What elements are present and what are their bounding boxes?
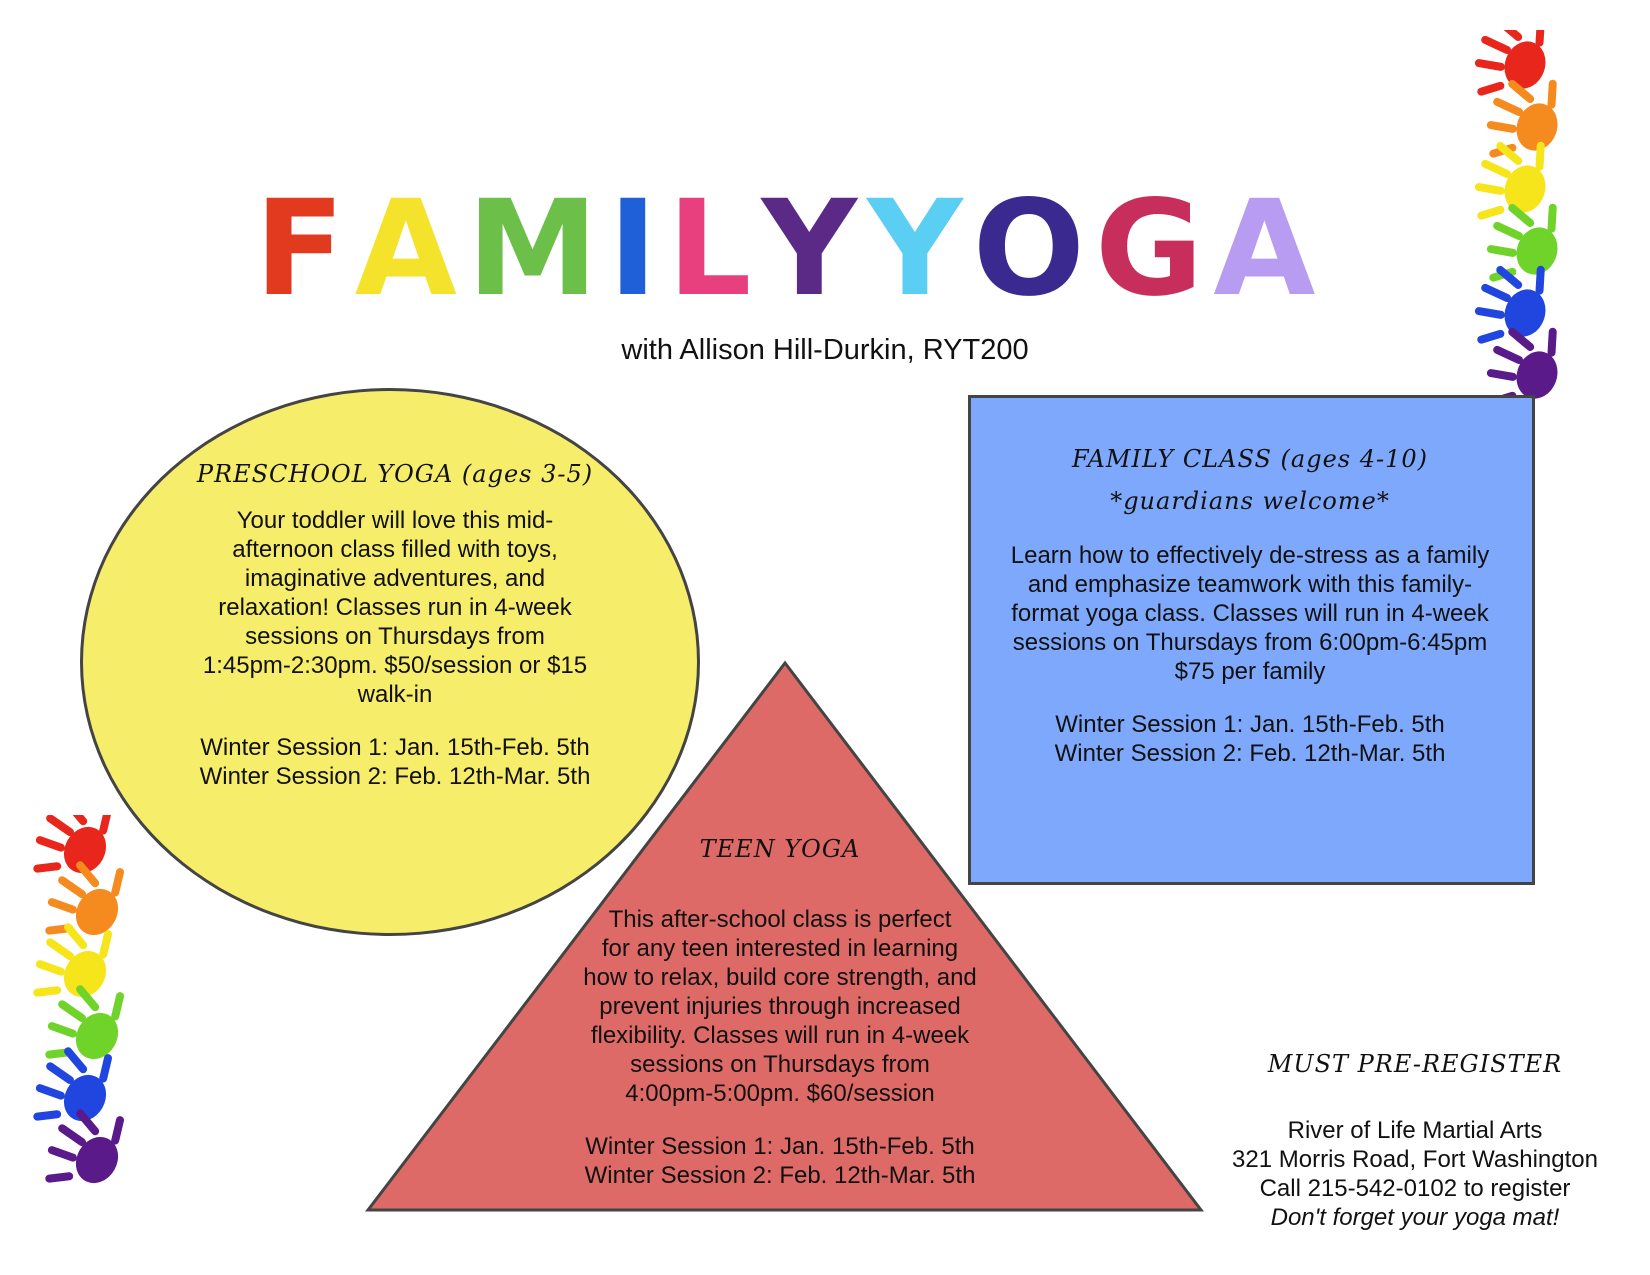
teen-line: prevent injuries through increased bbox=[599, 993, 961, 1020]
family-line: $75 per family bbox=[1174, 658, 1326, 685]
register-phone: Call 215-542-0102 to register bbox=[1259, 1175, 1571, 1202]
preschool-line: afternoon class filled with toys, bbox=[232, 536, 558, 563]
family-line: sessions on Thursdays from 6:00pm-6:45pm bbox=[1012, 629, 1488, 656]
teen-line: for any teen interested in learning bbox=[601, 935, 959, 962]
family-line: Learn how to effectively de-stress as a family bbox=[1010, 542, 1490, 569]
family-line: and emphasize teamwork with this family- bbox=[1027, 571, 1473, 598]
preschool-line: walk-in bbox=[357, 681, 433, 708]
teen-yoga-section bbox=[560, 835, 1000, 1190]
teen-line: 4:00pm-5:00pm. $60/session bbox=[625, 1080, 935, 1107]
family-heading: FAMILY CLASS (ages 4-10) bbox=[1071, 445, 1428, 473]
registration-section bbox=[1215, 1050, 1615, 1232]
preschool-line: Your toddler will love this mid- bbox=[236, 507, 554, 534]
teen-session-1: Winter Session 1: Jan. 15th-Feb. 5th bbox=[585, 1133, 975, 1160]
title-letter: M bbox=[466, 172, 609, 326]
title-letter: G bbox=[1094, 172, 1214, 326]
preschool-line: relaxation! Classes run in 4-week bbox=[218, 594, 572, 621]
register-reminder: Don't forget your yoga mat! bbox=[1270, 1204, 1560, 1231]
title-letter: O bbox=[972, 172, 1095, 326]
handprint-strip-top-right bbox=[1455, 30, 1635, 430]
register-place: River of Life Martial Arts bbox=[1287, 1117, 1543, 1144]
handprint-icon bbox=[25, 815, 125, 895]
family-session-2: Winter Session 2: Feb. 12th-Mar. 5th bbox=[1054, 740, 1446, 767]
preschool-line: sessions on Thursdays from bbox=[245, 623, 545, 650]
title-letter: I bbox=[608, 172, 668, 326]
handprint-strip-bottom-left bbox=[15, 815, 185, 1215]
register-heading: MUST PRE-REGISTER bbox=[1267, 1050, 1563, 1078]
title-letter: A bbox=[1213, 172, 1326, 326]
family-line: format yoga class. Classes will run in 4-week bbox=[1011, 600, 1489, 627]
preschool-session-1: Winter Session 1: Jan. 15th-Feb. 5th bbox=[200, 734, 590, 761]
teen-line: flexibility. Classes will run in 4-week bbox=[590, 1022, 970, 1049]
preschool-line: 1:45pm-2:30pm. $50/session or $15 bbox=[202, 652, 588, 679]
title-letter: Y bbox=[761, 172, 868, 326]
teen-session-2: Winter Session 2: Feb. 12th-Mar. 5th bbox=[584, 1162, 976, 1189]
preschool-line: imaginative adventures, and bbox=[244, 565, 546, 592]
teen-heading: TEEN YOGA bbox=[699, 835, 861, 863]
handprint-icon bbox=[1468, 30, 1559, 109]
teen-line: This after-school class is perfect bbox=[608, 906, 952, 933]
instructor-subtitle: with Allison Hill-Durkin, RYT200 bbox=[621, 334, 1029, 366]
teen-line: sessions on Thursdays from bbox=[630, 1051, 930, 1078]
title-letter: A bbox=[354, 172, 467, 326]
register-address: 321 Morris Road, Fort Washington bbox=[1232, 1146, 1598, 1173]
preschool-heading: PRESCHOOL YOGA (ages 3-5) bbox=[196, 460, 594, 488]
family-subheading: *guardians welcome* bbox=[1110, 487, 1390, 515]
preschool-session-2: Winter Session 2: Feb. 12th-Mar. 5th bbox=[199, 763, 591, 790]
family-session-1: Winter Session 1: Jan. 15th-Feb. 5th bbox=[1055, 711, 1445, 738]
title-letter: Y bbox=[867, 172, 973, 326]
teen-line: how to relax, build core strength, and bbox=[583, 964, 977, 991]
register-details bbox=[1215, 1116, 1615, 1232]
title-letter: F bbox=[254, 172, 355, 326]
teen-description bbox=[560, 905, 1000, 1190]
title-letter: L bbox=[667, 172, 762, 326]
page-title bbox=[254, 172, 1326, 326]
